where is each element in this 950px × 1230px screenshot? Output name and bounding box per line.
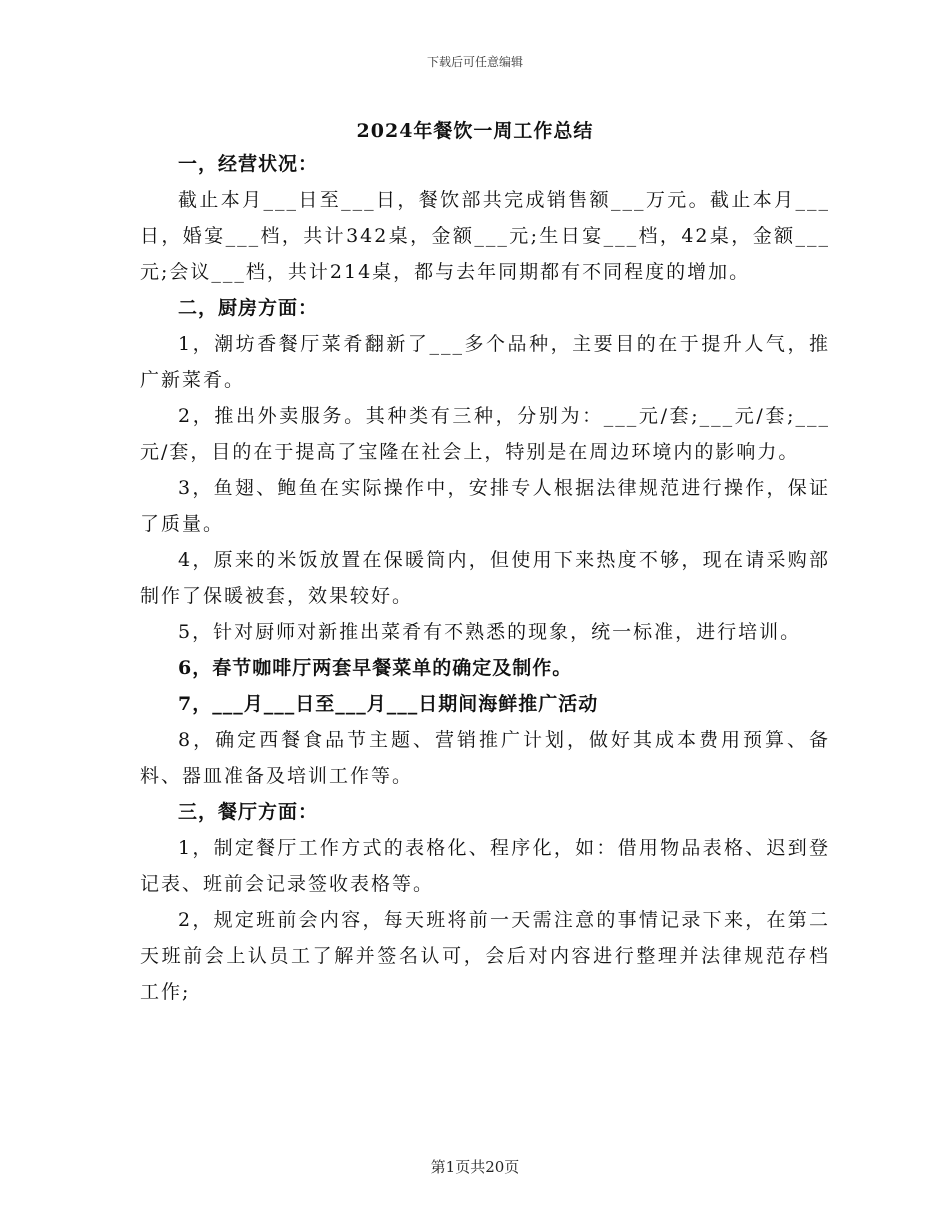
paragraph: 二，厨房方面： xyxy=(178,297,319,319)
paragraph: 3，鱼翅、鲍鱼在实际操作中，安排专人根据法律规范进行操作，保证了质量。 xyxy=(140,477,830,535)
paragraph: 1，制定餐厅工作方式的表格化、程序化，如：借用物品表格、迟到登记表、班前会记录签收表格等。 xyxy=(140,837,830,895)
page-header-note: 下载后可任意编辑 xyxy=(426,55,523,69)
paragraph: 4，原来的米饭放置在保暖筒内，但使用下来热度不够，现在请采购部制作了保暖被套，效果较好。 xyxy=(140,549,830,607)
paragraph: 8，确定西餐食品节主题、营销推广计划，做好其成本费用预算、备料、器皿准备及培训工作等。 xyxy=(140,729,830,787)
paragraph: 2，规定班前会内容，每天班将前一天需注意的事情记录下来，在第二天班前会上认员工了解并签名认可，会后对内容进行整理并法律规范存档工作; xyxy=(140,909,830,1003)
paragraph: 7，___月___日至___月___日期间海鲜推广活动 xyxy=(178,693,599,715)
paragraph: 6，春节咖啡厅两套早餐菜单的确定及制作。 xyxy=(178,657,573,679)
paragraph: 三，餐厅方面： xyxy=(178,801,319,823)
document-title: 2024年餐饮一周工作总结 xyxy=(356,120,594,142)
page-number: 第1页共20页 xyxy=(430,1158,520,1176)
paragraph: 截止本月___日至___日，餐饮部共完成销售额___万元。截止本月___日，婚宴___档，共计342桌，金额___元;生日宴___档，42桌，金额___元;会议___档，共计214桌，都与去年同期都有不同程度的增加。 xyxy=(140,189,830,283)
document-body xyxy=(140,146,830,1010)
paragraph: 一，经营状况： xyxy=(178,153,319,175)
paragraph: 5，针对厨师对新推出菜肴有不熟悉的现象，统一标准，进行培训。 xyxy=(178,621,802,643)
paragraph: 1，潮坊香餐厅菜肴翻新了___多个品种，主要目的在于提升人气，推广新菜肴。 xyxy=(140,333,830,391)
paragraph: 2，推出外卖服务。其种类有三种，分别为：___元/套;___元/套;___元/套，目的在于提高了宝隆在社会上，特别是在周边环境内的影响力。 xyxy=(140,405,830,463)
